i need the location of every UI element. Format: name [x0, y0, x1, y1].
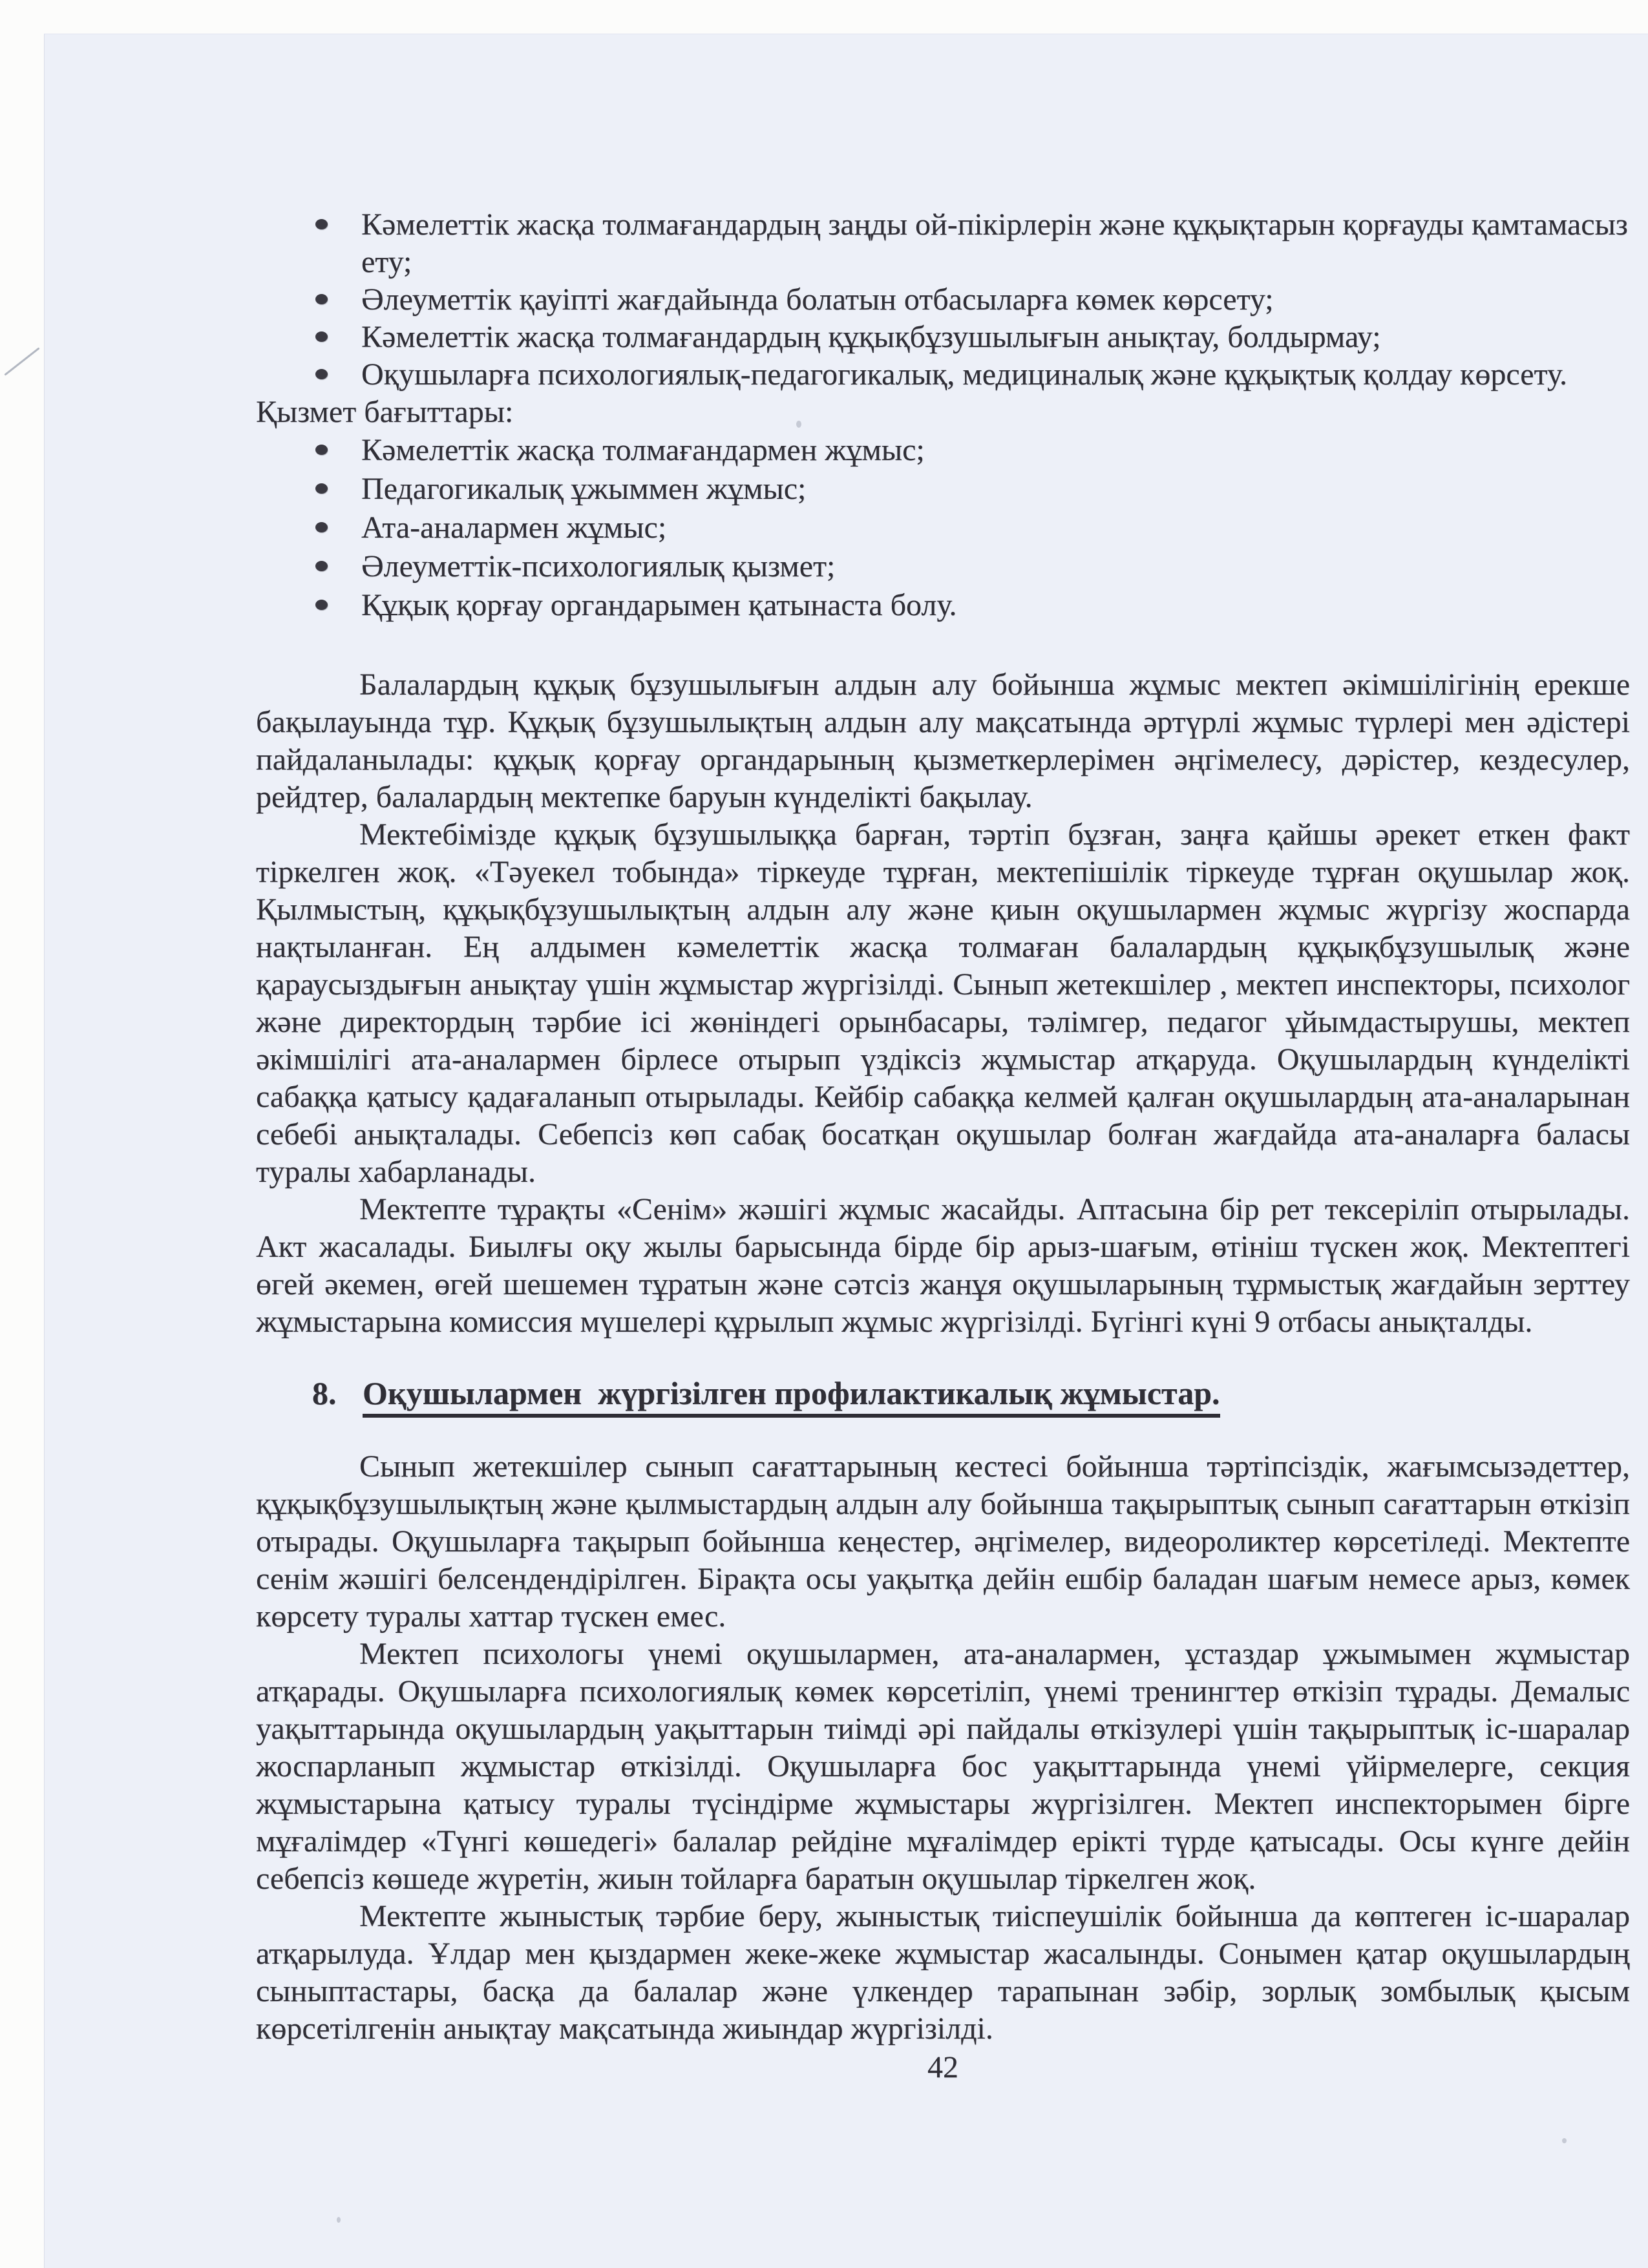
bullet-dot-icon [315, 561, 328, 571]
list-item [256, 509, 1630, 547]
list-item [256, 206, 1630, 281]
document-page [44, 34, 1648, 2268]
paragraph: Сынып жетекшілер сынып сағаттарының кестесі бойынша тәртіпсіздік, жағымсызәдеттер, құқықбұзушылықтың және қылмыстардың алдын алу бойынша тақырыптық сынып сағаттарын өткізіп отырады. Оқушыларға тақырып бойынша кеңестер, әңгімелер, видеороликтер көрсетіледі. Мектепте сенім жәшігі белсендендірілген. Бірақта осы уақытқа дейін ешбір баладан шағым немесе арыз, көмек көрсету туралы хаттар түскен емес. [256, 1449, 1630, 1633]
list-item [256, 319, 1630, 356]
bullet-dot-icon [315, 219, 328, 229]
pencil-mark-artifact [4, 347, 39, 375]
list-item [256, 586, 1630, 625]
bullet-dot-icon [315, 483, 328, 494]
list-item [256, 356, 1630, 394]
bullet-dot-icon [315, 445, 328, 455]
page-content [256, 206, 1630, 2086]
list-item [256, 470, 1630, 509]
list-item-text: Педагогикалық ұжыммен жұмыс; [361, 472, 807, 506]
section-heading-title: Оқушылармен жүргізілген профилактикалық жұмыстар. [363, 1375, 1220, 1418]
scan-artifact [1562, 2138, 1567, 2143]
bullet-dot-icon [315, 600, 328, 610]
bullet-dot-icon [315, 522, 328, 532]
directions-label: Қызмет бағыттары: [256, 395, 514, 429]
list-item-text: Кәмелеттік жасқа толмағандармен жұмыс; [361, 433, 925, 467]
list-item [256, 547, 1630, 586]
list-item-text: Құқық қорғау органдарымен қатынаста болу. [361, 588, 957, 622]
paragraph: Мектепте тұрақты «Сенім» жәшігі жұмыс жасайды. Аптасына бір рет тексеріліп отырылады. Акт жасалады. Биылғы оқу жылы барысында бірде бір арыз-шағым, өтініш түскен жоқ. Мектептегі өгей әкемен, өгей шешемен тұратын және сәтсіз жанұя оқушыларының тұрмыстық жағдайын зерттеу жұмыстарына комиссия мүшелері құрылып жұмыс жүргізілді. Бүгінгі күні 9 отбасы анықталды. [256, 1192, 1630, 1339]
list-item-text: Оқушыларға психологиялық-педагогикалық, медициналық және құқықтық қолдау көрсету. [361, 357, 1568, 392]
bullet-dot-icon [315, 331, 328, 342]
paragraph: Мектебімізде құқық бұзушылыққа барған, тәртіп бұзған, заңға қайшы әрекет еткен факт тіркелген жоқ. «Тәуекел тобында» тіркеуде тұрған, мектепішілік тіркеуде тұрған оқушылар жоқ. Қылмыстың, құқықбұзушылықтың алдын алу және қиын оқушылармен жұмыс жүргізу жоспарда нақтыланған. Ең алдымен кәмелеттік жасқа толмаған балалардың құқықбұзушылық және қараусыздығын анықтау үшін жұмыстар жүргізілді. Сынып жетекшілер , мектеп инспекторы, психолог және директордың тәрбие ісі жөніндегі орынбасары, тәлімгер, педагог ұйымдастырушы, мектеп әкімшілігі ата-аналармен бірлесе отырып үздіксіз жұмыстар атқаруда. Оқушылардың күнделікті сабаққа қатысу қадағаланып отырылады. Кейбір сабаққа келмей қалған оқушылардың ата-аналарынан себебі анықталады. Себепсіз көп сабақ босатқан оқушылар болған жағдайда ата-аналарға баласы туралы хабарланады. [256, 817, 1630, 1189]
directions-bullet-list [256, 431, 1630, 625]
scan-artifact [337, 2217, 341, 2223]
paragraph: Мектепте жыныстық тәрбие беру, жыныстық тиіспеушілік бойынша да көптеген іс-шаралар атқарылуда. Ұлдар мен қыздармен жеке-жеке жұмыстар жасалынды. Сонымен қатар оқушылардың сыныптастары, басқа да балалар және үлкендер тарапынан зәбір, зорлық зомбылық қысым көрсетілгенін анықтау мақсатында жиындар жүргізілді. [256, 1899, 1630, 2046]
list-item-text: Кәмелеттік жасқа толмағандардың құқықбұзушылығын анықтау, болдырмау; [361, 320, 1381, 354]
section-heading-number: 8. [312, 1375, 337, 1411]
list-item-text: Ата-аналармен жұмыс; [361, 510, 667, 545]
bullet-dot-icon [315, 369, 328, 379]
bullet-dot-icon [315, 294, 328, 304]
tasks-bullet-list [256, 206, 1630, 394]
list-item-text: Кәмелеттік жасқа толмағандардың заңды ой-пікірлерін және құқықтарын қорғауды қамтамасыз ету; [361, 207, 1628, 279]
paragraph: Балалардың құқық бұзушылығын алдын алу бойынша жұмыс мектеп әкімшілігінің ерекше бақылауында тұр. Құқық бұзушылықтың алдын алу мақсатында әртүрлі жұмыс түрлері мен әдістері пайдаланылады: құқық қорғау органдарының қызметкерлерімен әңгімелесу, дәрістер, кездесулер, рейдтер, балалардың мектепке баруын күнделікті бақылау. [256, 667, 1630, 814]
list-item [256, 281, 1630, 319]
section-heading [256, 1374, 1630, 1412]
paragraph: Мектеп психологы үнемі оқушылармен, ата-аналармен, ұстаздар ұжымымен жұмыстар атқарады. Оқушыларға психологиялық көмек көрсетіліп, үнемі тренингтер өткізіп тұрады. Демалыс уақыттарында оқушылардың уақыттарын тиімді әрі пайдалы өткізулері үшін тақырыптық іс-шаралар жоспарланып жұмыстар өткізілді. Оқушыларға бос уақыттарында үнемі үйірмелерге, секция жұмыстарына қатысу туралы түсіндірме жұмыстары жүргізілген. Мектеп инспекторымен бірге мұғалімдер «Түнгі көшедегі» балалар рейдіне мұғалімдер ерікті түрде қатысады. Осы күнге дейін себепсіз көшеде жүретін, жиын тойларға баратын оқушылар тіркелген жоқ. [256, 1637, 1630, 1896]
page-number: 42 [927, 2050, 958, 2084]
list-item-text: Әлеуметтік-психологиялық қызмет; [361, 549, 836, 583]
list-item [256, 431, 1630, 470]
list-item-text: Әлеуметтік қауіпті жағдайында болатын отбасыларға көмек көрсету; [361, 282, 1274, 317]
